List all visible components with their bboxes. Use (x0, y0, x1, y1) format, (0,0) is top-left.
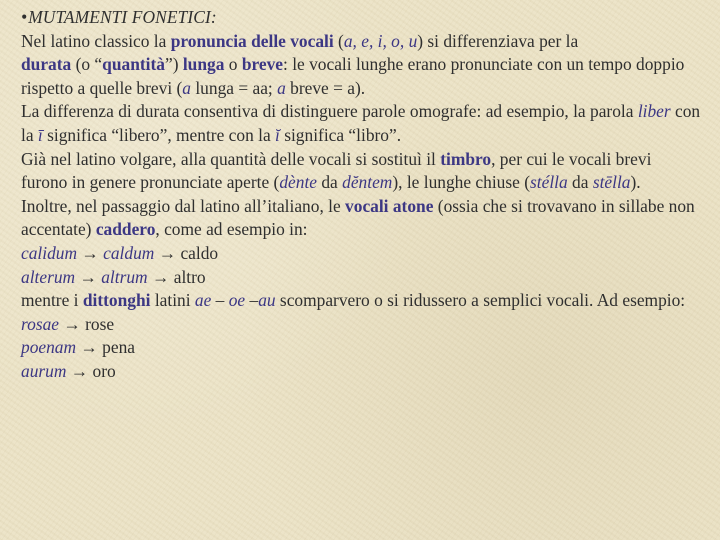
text-fragment: (ossia che si trovavano in sillabe non accentate) (21, 195, 695, 240)
heading-text: MUTAMENTI FONETICI: (28, 7, 217, 27)
keyword: quantità (102, 54, 165, 75)
latin-word: stēlla (592, 172, 631, 193)
slide (21, 6, 701, 534)
text-fragment: Già nel latino volgare, alla quantità delle vocali si sostituì il (21, 148, 441, 169)
italian-word: caldo (180, 242, 219, 263)
keyword: durata (21, 54, 72, 75)
example-line (21, 313, 701, 337)
vowel-list: a, e, i, o, u (343, 30, 418, 51)
diphthong: au (258, 290, 276, 311)
paragraph-3 (21, 148, 701, 195)
paragraph-5 (21, 289, 701, 313)
text-fragment: ). (630, 172, 641, 193)
arrow-right-icon: → (158, 242, 177, 263)
text-fragment: lunga = aa; (191, 77, 278, 98)
text-fragment: – (245, 290, 259, 311)
text-fragment: ), le lunghe chiuse ( (392, 172, 530, 193)
heading (21, 6, 701, 30)
latin-word: alterum (21, 266, 76, 287)
text-fragment: , per cui le vocali brevi furono in genere pronunciate aperte ( (21, 148, 652, 193)
latin-word: rosae (21, 313, 59, 334)
vowel-example: ĭ (275, 124, 280, 145)
latin-word: altrum (101, 266, 148, 287)
text-fragment: (o “ (71, 54, 103, 75)
text-fragment: – (211, 290, 229, 311)
example-line (21, 242, 701, 266)
example-line (21, 266, 701, 290)
arrow-right-icon: → (63, 313, 81, 334)
latin-word: poenam (21, 337, 77, 358)
latin-word: caldum (103, 242, 155, 263)
keyword: dittonghi (82, 290, 151, 311)
text-fragment: Inoltre, nel passaggio dal latino all’italiano, le (21, 195, 346, 216)
italian-word: altro (173, 266, 206, 287)
slide-content (21, 6, 701, 384)
latin-word: dĕntem (342, 172, 393, 193)
text-fragment: da (317, 172, 343, 193)
text-fragment: Nel latino classico la (21, 30, 171, 51)
diphthong: ae (194, 290, 212, 311)
latin-word: aurum (21, 360, 67, 381)
keyword: pronuncia delle vocali (170, 30, 334, 51)
example-line (21, 360, 701, 384)
latin-word: dènte (279, 172, 317, 193)
vowel-example: ī (37, 124, 43, 145)
paragraph-1 (21, 30, 701, 101)
arrow-right-icon: → (70, 360, 89, 381)
text-fragment: ”) (164, 54, 183, 75)
latin-word: calidum (21, 242, 78, 263)
arrow-right-icon: → (81, 242, 99, 263)
italian-word: oro (92, 360, 116, 381)
text-fragment: significa “libero”, mentre con la (42, 124, 276, 145)
paragraph-2 (21, 100, 701, 147)
text-fragment: : le vocali lunghe erano pronunciate con un tempo doppio rispetto a quelle brevi ( (21, 54, 685, 98)
text-fragment: latini (150, 290, 195, 311)
text-fragment: breve = a). (285, 77, 366, 98)
text-fragment: mentre i (21, 290, 83, 311)
keyword: breve (241, 54, 284, 75)
keyword: timbro (440, 148, 492, 169)
diphthong: oe (228, 290, 246, 311)
latin-word: liber (637, 101, 671, 122)
text-fragment: , come ad esempio in: (155, 219, 308, 240)
keyword: lunga (182, 54, 225, 75)
text-fragment: significa “libro”. (279, 124, 402, 145)
text-fragment: La differenza di durata consentiva di distinguere parole omografe: ad esempio, la parola (21, 101, 638, 122)
italian-word: rose (85, 313, 115, 334)
vowel-example: a (277, 77, 286, 98)
keyword: vocali atone (345, 195, 434, 216)
vowel-example: a (182, 77, 191, 98)
text-fragment: o (224, 54, 242, 75)
bullet-icon: • (21, 7, 28, 27)
arrow-right-icon: → (80, 337, 98, 358)
keyword: caddero (95, 219, 156, 240)
text-fragment: ( (333, 30, 344, 51)
italian-word: pena (102, 337, 136, 358)
latin-word: stélla (530, 172, 568, 193)
arrow-right-icon: → (79, 266, 97, 287)
example-line (21, 336, 701, 360)
text-fragment: ) si differenziava per la (417, 30, 579, 51)
arrow-right-icon: → (151, 266, 170, 287)
text-fragment: con la (21, 101, 701, 145)
paragraph-4 (21, 195, 701, 242)
text-fragment: da (567, 172, 593, 193)
text-fragment: scomparvero o si ridussero a semplici vocali. Ad esempio: (275, 290, 686, 311)
